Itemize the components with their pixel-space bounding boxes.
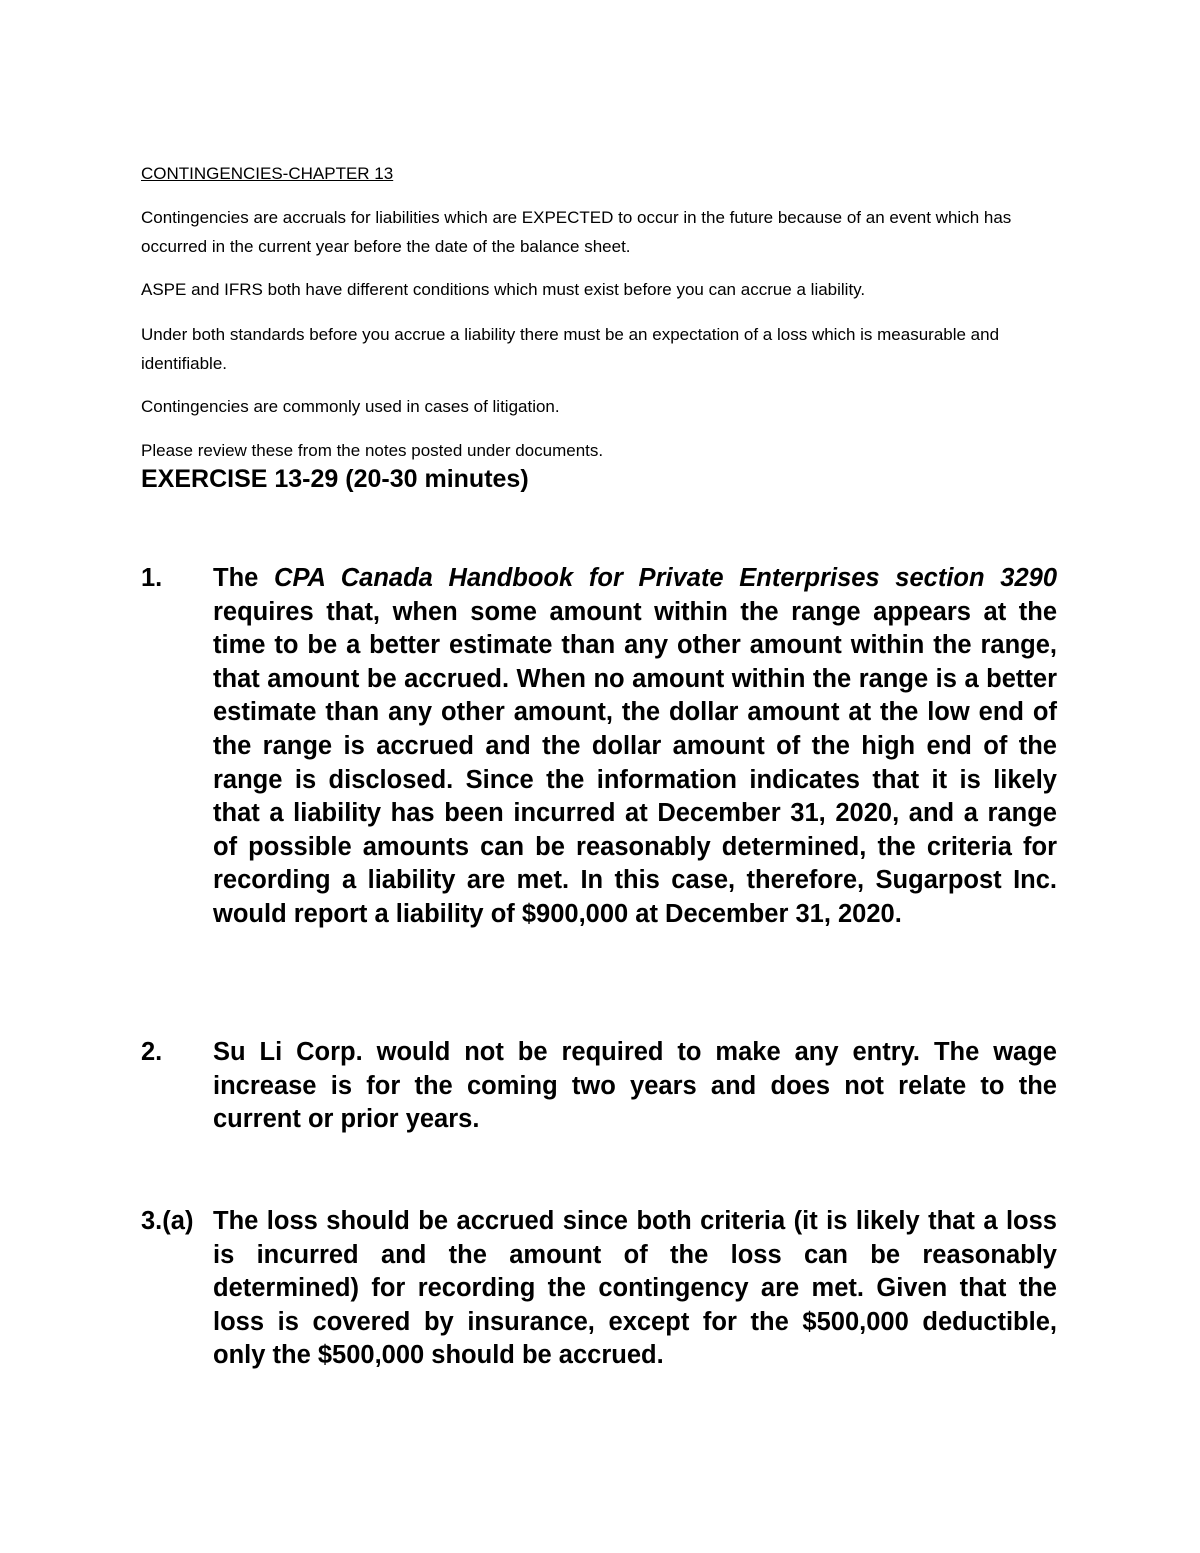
intro-paragraph-4: Contingencies are commonly used in cases of litigation. xyxy=(141,397,560,416)
item-text-after: requires that, when some amount within the range appears at the time to be a better estimate than any other amount within the range, that amount be accrued. When no amount within the range is a better estimate than any other amount, the dollar amount at the low end of the range is accrued and the dollar amount of the high end of the range is disclosed. Since the information indicates that it is likely that a liability has been incurred at December 31, 2020, and a range of possible amounts can be reasonably determined, the criteria for recording a liability are met. In this case, therefore, Sugarpost Inc. would report a liability of $900,000 at December 31, 2020. xyxy=(213,597,1057,928)
intro-paragraph-2: ASPE and IFRS both have different conditions which must exist before you can accrue a liability. xyxy=(141,280,866,299)
intro-paragraph-1: Contingencies are accruals for liabilities which are EXPECTED to occur in the future because of an event which has occurred in the current year before the date of the balance sheet. xyxy=(141,208,1012,256)
item-text-before: The xyxy=(213,564,275,592)
item-body xyxy=(213,562,1057,932)
chapter-heading: CONTINGENCIES-CHAPTER 13 xyxy=(141,164,394,183)
item-number: 2. xyxy=(141,1038,163,1066)
intro-paragraph-5: Please review these from the notes posted under documents. xyxy=(141,441,604,460)
item-number: 1. xyxy=(141,564,163,592)
handbook-reference: CPA Canada Handbook for Private Enterprises section 3290 xyxy=(274,564,1057,592)
item-body: The loss should be accrued since both criteria (it is likely that a loss is incurred and the amount of the loss can be reasonably determined) for recording the contingency are met. Given that the loss is covered by insurance, except for the $500,000 deductible, only the $500,000 should be accrued. xyxy=(213,1207,1057,1370)
exercise-item-1 xyxy=(141,562,1057,932)
exercise-item-2 xyxy=(141,1036,1057,1137)
exercise-title: EXERCISE 13-29 (20-30 minutes) xyxy=(141,465,529,493)
item-body: Su Li Corp. would not be required to make any entry. The wage increase is for the coming two years and does not relate to the current or prior years. xyxy=(213,1038,1057,1134)
exercise-item-3a xyxy=(141,1205,1057,1373)
intro-paragraph-3: Under both standards before you accrue a liability there must be an expectation of a loss which is measurable and identifiable. xyxy=(141,325,1000,373)
item-number: 3.(a) xyxy=(141,1207,194,1235)
